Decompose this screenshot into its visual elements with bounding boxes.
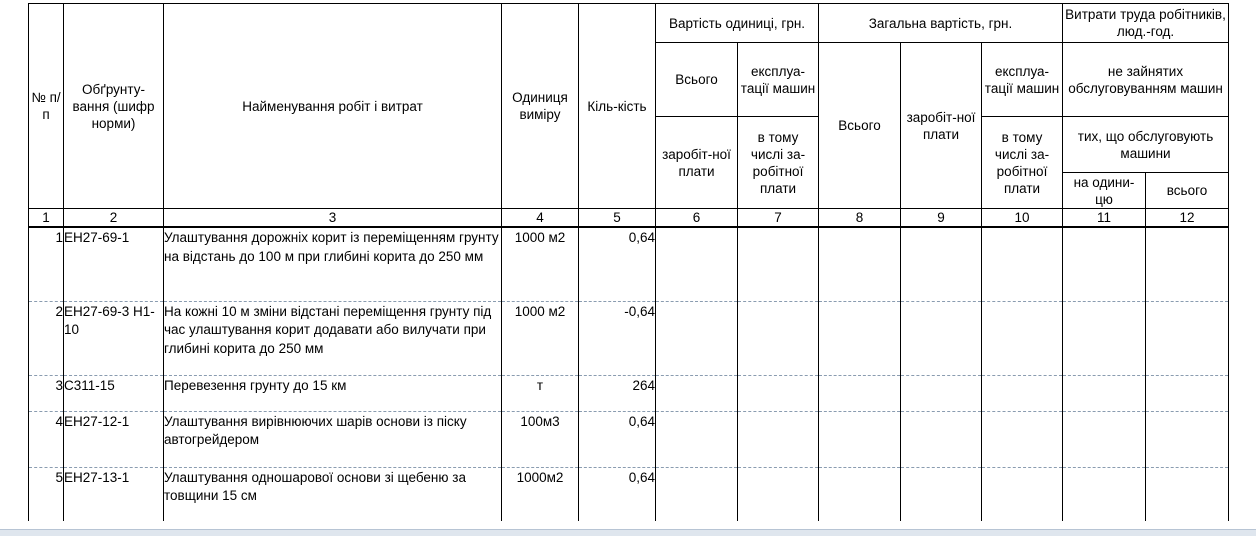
row-name: Улаштування дорожніх корит із переміщенням грунту на відстань до 100 м при глибині корита до 250 мм: [164, 227, 502, 301]
row-name: Улаштування вирівнюючих шарів основи із піску автогрейдером: [164, 411, 502, 467]
empty-cell: [1146, 467, 1229, 521]
column-number: 10: [982, 209, 1063, 228]
header-labor: Витрати труда робітників, люд.-год.: [1063, 4, 1229, 43]
header-unit: Одиниця виміру: [502, 4, 579, 209]
empty-cell: [1063, 467, 1146, 521]
column-number: 3: [164, 209, 502, 228]
header-labor-total: всього: [1146, 173, 1229, 209]
empty-cell: [1146, 375, 1229, 411]
header-unit-incl-wages: в тому числі за-робітної плати: [738, 117, 819, 209]
header-qty: Кіль-кість: [579, 4, 656, 209]
header-total-all: Всього: [819, 43, 901, 209]
empty-cell: [656, 227, 738, 301]
cost-estimate-table: [28, 3, 1229, 521]
empty-cell: [656, 467, 738, 521]
table-row: [29, 301, 1229, 375]
column-number: 1: [29, 209, 64, 228]
column-number: 6: [656, 209, 738, 228]
empty-cell: [982, 467, 1063, 521]
empty-cell: [1063, 301, 1146, 375]
row-unit: 100м3: [502, 411, 579, 467]
row-qty: 0,64: [579, 467, 656, 521]
header-unit-total: Всього: [656, 43, 738, 117]
bottom-scroll-edge: [0, 529, 1256, 536]
empty-cell: [901, 227, 982, 301]
empty-cell: [901, 467, 982, 521]
table-row: [29, 411, 1229, 467]
row-name: На кожні 10 м зміни відстані переміщення грунту під час улаштування корит додавати або вилучати при глибині корита до 250 мм: [164, 301, 502, 375]
row-unit: 1000 м2: [502, 227, 579, 301]
empty-cell: [1146, 301, 1229, 375]
row-qty: 0,64: [579, 411, 656, 467]
row-unit: 1000м2: [502, 467, 579, 521]
empty-cell: [819, 301, 901, 375]
empty-cell: [656, 301, 738, 375]
header-unit-wages: заробіт-ної плати: [656, 117, 738, 209]
empty-cell: [819, 375, 901, 411]
row-unit: 1000 м2: [502, 301, 579, 375]
row-code: ЕН27-12-1: [64, 411, 164, 467]
row-name: Улаштування одношарової основи зі щебеню за товщини 15 см: [164, 467, 502, 521]
empty-cell: [738, 301, 819, 375]
row-unit: т: [502, 375, 579, 411]
table-header: [29, 4, 1229, 228]
empty-cell: [738, 227, 819, 301]
empty-cell: [901, 411, 982, 467]
empty-cell: [819, 411, 901, 467]
table-row: [29, 227, 1229, 301]
table-row: [29, 467, 1229, 521]
table-body: [29, 227, 1229, 521]
row-name: Перевезення грунту до 15 км: [164, 375, 502, 411]
header-total-incl-wages: в тому числі за-робітної плати: [982, 117, 1063, 209]
row-number: 5: [29, 467, 64, 521]
column-number: 2: [64, 209, 164, 228]
header-unit-machines: експлуа-тації машин: [738, 43, 819, 117]
header-total-machines: експлуа-тації машин: [982, 43, 1063, 117]
empty-cell: [1146, 411, 1229, 467]
row-qty: 0,64: [579, 227, 656, 301]
column-number: 7: [738, 209, 819, 228]
column-number: 12: [1146, 209, 1229, 228]
header-labor-per-unit: на одини-цю: [1063, 173, 1146, 209]
empty-cell: [982, 411, 1063, 467]
empty-cell: [982, 301, 1063, 375]
empty-cell: [1146, 227, 1229, 301]
row-code: ЕН27-69-1: [64, 227, 164, 301]
row-number: 3: [29, 375, 64, 411]
empty-cell: [1063, 375, 1146, 411]
header-code: Обґрунту-вання (шифр норми): [64, 4, 164, 209]
header-total-cost: Загальна вартість, грн.: [819, 4, 1063, 43]
row-code: С311-15: [64, 375, 164, 411]
column-numbers-row: [29, 209, 1229, 228]
column-number: 5: [579, 209, 656, 228]
empty-cell: [738, 467, 819, 521]
row-number: 4: [29, 411, 64, 467]
empty-cell: [901, 375, 982, 411]
row-qty: 264: [579, 375, 656, 411]
header-total-wages: заробіт-ної плати: [901, 43, 982, 209]
row-code: ЕН27-69-3 Н1-10: [64, 301, 164, 375]
header-unit-cost: Вартість одиниці, грн.: [656, 4, 819, 43]
table-row: [29, 375, 1229, 411]
column-number: 9: [901, 209, 982, 228]
empty-cell: [819, 227, 901, 301]
row-code: ЕН27-13-1: [64, 467, 164, 521]
column-number: 11: [1063, 209, 1146, 228]
empty-cell: [656, 411, 738, 467]
empty-cell: [1063, 411, 1146, 467]
empty-cell: [901, 301, 982, 375]
empty-cell: [982, 375, 1063, 411]
empty-cell: [738, 411, 819, 467]
empty-cell: [738, 375, 819, 411]
empty-cell: [1063, 227, 1146, 301]
column-number: 8: [819, 209, 901, 228]
empty-cell: [819, 467, 901, 521]
row-qty: -0,64: [579, 301, 656, 375]
empty-cell: [982, 227, 1063, 301]
header-name: Найменування робіт і витрат: [164, 4, 502, 209]
header-labor-engaged: тих, що обслуговують машини: [1063, 117, 1229, 173]
empty-cell: [656, 375, 738, 411]
header-labor-not-engaged: не зайнятих обслуговуванням машин: [1063, 43, 1229, 117]
column-number: 4: [502, 209, 579, 228]
row-number: 2: [29, 301, 64, 375]
row-number: 1: [29, 227, 64, 301]
header-no: № п/п: [29, 4, 64, 209]
